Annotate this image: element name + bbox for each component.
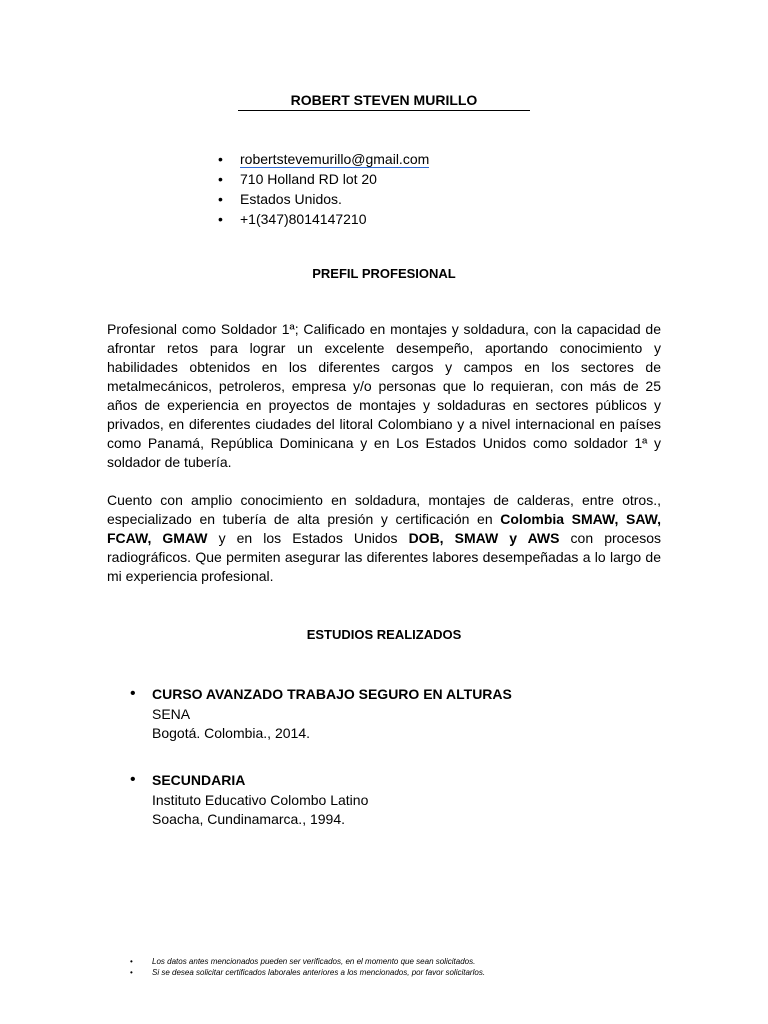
education-item-title: CURSO AVANZADO TRABAJO SEGURO EN ALTURAS	[152, 686, 512, 702]
profile-paragraph-2-text-3: con procesos radiográficos. Que permiten asegurar las diferentes labores desempeñadas a lo largo de mi experiencia profesional.	[107, 530, 661, 584]
email-link[interactable]: robertstevemurillo@gmail.com	[240, 151, 430, 167]
education-item	[130, 771, 369, 830]
education-item	[130, 685, 512, 744]
contact-address-item: • 710 Holland RD lot 20	[218, 169, 429, 189]
profile-paragraph-2-text-2: y en los Estados Unidos	[207, 530, 409, 546]
education-item-location: Bogotá. Colombia., 2014.	[152, 725, 310, 741]
education-item-institution: Instituto Educativo Colombo Latino	[152, 791, 369, 808]
contact-country-item: • Estados Unidos.	[218, 189, 429, 209]
profile-paragraph-2-text-1: Cuento con amplio conocimiento en soldadura, montajes de calderas, entre otros., especializado en tubería de alta presión y certificación en	[107, 492, 661, 527]
footer-note: • Si se desea solicitar certificados laborales anteriores a los mencionados, por favor solicitarlos.	[130, 967, 485, 978]
contact-list	[218, 149, 429, 229]
bullet-icon: •	[130, 685, 136, 702]
bullet-icon: •	[130, 771, 136, 788]
education-section-title: ESTUDIOS REALIZADOS	[306, 627, 462, 642]
contact-email-item	[218, 149, 429, 169]
profile-paragraph-2-bold-1: Colombia SMAW, SAW, FCAW, GMAW	[107, 511, 661, 546]
profile-paragraph-1: Profesional como Soldador 1ª; Calificado en montajes y soldadura, con la capacidad de afrontar retos para lograr un excelente desempeño, aportando conocimiento y habilidades obtenidos en los diferentes cargos y campos en los sectores de metalmecánicos, petroleros, empresa y/o personas que lo requieran, con más de 25 años de experiencia en proyectos de montajes y soldaduras en sectores públicos y privados, en diferentes ciudades del litoral Colombiano y a nivel internacional en países como Panamá, República Dominicana y en Los Estados Unidos como soldador 1ª y soldador de tubería.	[107, 321, 661, 470]
footer-notes	[130, 956, 485, 978]
profile-paragraph-2-bold-2: DOB, SMAW y AWS	[408, 530, 560, 546]
education-item-title: SECUNDARIA	[152, 772, 246, 788]
profile-section-title: PREFIL PROFESIONAL	[312, 266, 456, 281]
contact-phone-item: • +1(347)8014147210	[218, 209, 429, 229]
education-item-institution: SENA	[152, 705, 191, 722]
profile-paragraph-2	[107, 491, 661, 586]
page-title: ROBERT STEVEN MURILLO	[238, 92, 530, 111]
education-item-location: Soacha, Cundinamarca., 1994.	[152, 811, 346, 827]
footer-note: • Los datos antes mencionados pueden ser verificados, en el momento que sean solicitados.	[130, 956, 485, 967]
